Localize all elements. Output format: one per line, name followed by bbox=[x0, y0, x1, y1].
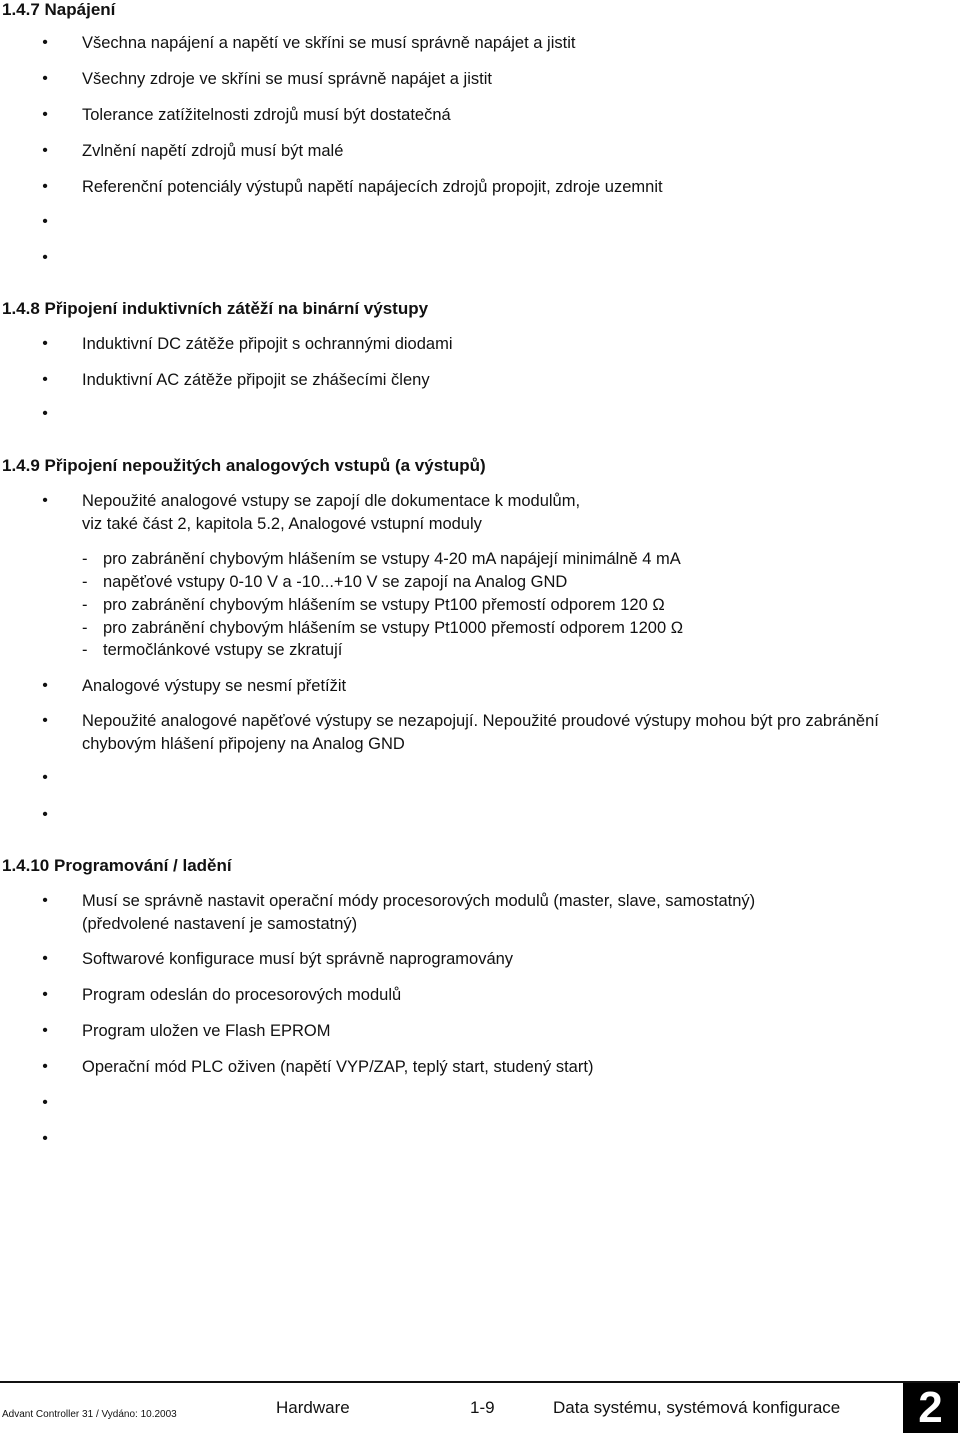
bullet: • bbox=[42, 950, 48, 967]
dash-marker: - bbox=[82, 641, 88, 659]
dash-marker: - bbox=[82, 619, 88, 637]
bullet: • bbox=[42, 492, 48, 509]
bullet: • bbox=[42, 892, 48, 909]
list-item: Referenční potenciály výstupů napětí napájecích zdrojů propojit, zdroje uzemnit bbox=[82, 178, 663, 196]
list-item: Tolerance zatížitelnosti zdrojů musí být dostatečná bbox=[82, 106, 451, 124]
bullet: • bbox=[42, 178, 48, 195]
list-item: Všechny zdroje ve skříni se musí správně napájet a jistit bbox=[82, 70, 492, 88]
footer-section: Hardware bbox=[276, 1398, 350, 1417]
bullet: • bbox=[42, 806, 48, 823]
list-item: Všechna napájení a napětí ve skříni se musí správně napájet a jistit bbox=[82, 34, 576, 52]
list-item: Program odeslán do procesorových modulů bbox=[82, 986, 402, 1004]
list-item: Nepoužité analogové vstupy se zapojí dle dokumentace k modulům, bbox=[82, 492, 581, 510]
bullet: • bbox=[42, 371, 48, 388]
list-item: Musí se správně nastavit operační módy procesorových modulů (master, slave, samostatný) bbox=[82, 892, 756, 910]
bullet: • bbox=[42, 1094, 48, 1111]
dash-item: pro zabránění chybovým hlášením se vstupy Pt100 přemostí odporem 120 Ω bbox=[103, 596, 665, 614]
bullet: • bbox=[42, 34, 48, 51]
footer-divider bbox=[0, 1381, 960, 1383]
list-item-continuation: viz také část 2, kapitola 5.2, Analogové vstupní moduly bbox=[82, 515, 482, 533]
dash-item: napěťové vstupy 0-10 V a -10...+10 V se zapojí na Analog GND bbox=[103, 573, 568, 591]
list-item-continuation: chybovým hlášení připojeny na Analog GND bbox=[82, 735, 405, 753]
list-item: Nepoužité analogové napěťové výstupy se nezapojují. Nepoužité proudové výstupy mohou být pro zabránění bbox=[82, 712, 879, 730]
list-item: Analogové výstupy se nesmí přetížit bbox=[82, 677, 347, 695]
dash-marker: - bbox=[82, 596, 88, 614]
bullet: • bbox=[42, 712, 48, 729]
bullet: • bbox=[42, 986, 48, 1003]
dash-marker: - bbox=[82, 573, 88, 591]
bullet: • bbox=[42, 106, 48, 123]
list-item-continuation: (předvolené nastavení je samostatný) bbox=[82, 915, 358, 933]
footer-chapter-title: Data systému, systémová konfigurace bbox=[553, 1398, 841, 1417]
list-item: Induktivní DC zátěže připojit s ochrannými diodami bbox=[82, 335, 453, 353]
bullet: • bbox=[42, 405, 48, 422]
list-item: Zvlnění napětí zdrojů musí být malé bbox=[82, 142, 344, 160]
bullet: • bbox=[42, 213, 48, 230]
bullet: • bbox=[42, 142, 48, 159]
footer-document-info: Advant Controller 31 / Vydáno: 10.2003 bbox=[2, 1409, 177, 1420]
bullet: • bbox=[42, 677, 48, 694]
bullet: • bbox=[42, 1130, 48, 1147]
bullet: • bbox=[42, 1022, 48, 1039]
section-heading-1-4-10: 1.4.10 Programování / ladění bbox=[2, 856, 232, 875]
bullet: • bbox=[42, 1058, 48, 1075]
dash-item: pro zabránění chybovým hlášením se vstupy 4-20 mA napájejí minimálně 4 mA bbox=[103, 550, 681, 568]
section-heading-1-4-8: 1.4.8 Připojení induktivních zátěží na binární výstupy bbox=[2, 299, 429, 318]
dash-marker: - bbox=[82, 550, 88, 568]
list-item: Operační mód PLC oživen (napětí VYP/ZAP, teplý start, studený start) bbox=[82, 1058, 594, 1076]
bullet: • bbox=[42, 70, 48, 87]
section-heading-1-4-7: 1.4.7 Napájení bbox=[2, 0, 116, 19]
list-item: Softwarové konfigurace musí být správně naprogramovány bbox=[82, 950, 514, 968]
dash-item: termočlánkové vstupy se zkratují bbox=[103, 641, 343, 659]
bullet: • bbox=[42, 769, 48, 786]
dash-item: pro zabránění chybovým hlášením se vstupy Pt1000 přemostí odporem 1200 Ω bbox=[103, 619, 684, 637]
list-item: Program uložen ve Flash EPROM bbox=[82, 1022, 331, 1040]
list-item: Induktivní AC zátěže připojit se zhášecími členy bbox=[82, 371, 430, 389]
chapter-number-badge: 2 bbox=[903, 1383, 958, 1433]
bullet: • bbox=[42, 335, 48, 352]
section-heading-1-4-9: 1.4.9 Připojení nepoužitých analogových vstupů (a výstupů) bbox=[2, 456, 486, 475]
footer-page-number: 1-9 bbox=[470, 1398, 495, 1417]
bullet: • bbox=[42, 249, 48, 266]
